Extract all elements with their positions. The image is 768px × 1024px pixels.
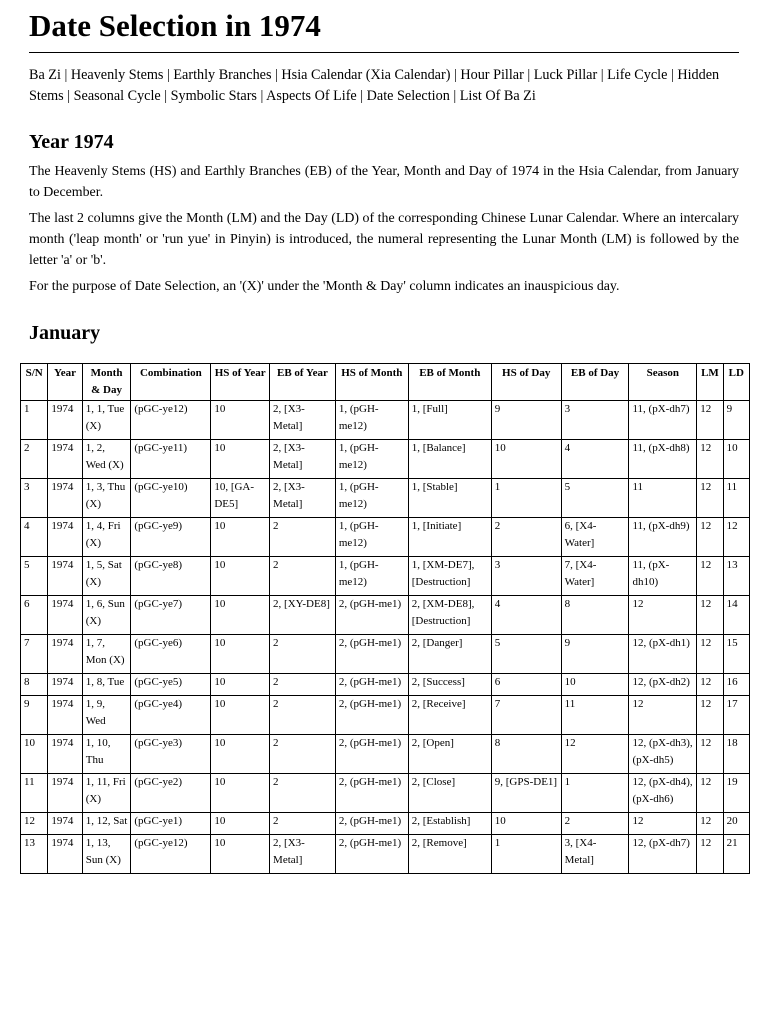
- table-cell: 11, (pX-dh8): [629, 440, 697, 479]
- table-cell: 12, (pX-dh3), (pX-dh5): [629, 735, 697, 774]
- nav-separator: |: [160, 88, 171, 104]
- table-body: [21, 401, 750, 874]
- table-cell: 2: [270, 635, 336, 674]
- table-cell: 12: [697, 674, 723, 696]
- table-header-row: [21, 364, 750, 401]
- table-cell: 10, [GA-DE5]: [211, 479, 270, 518]
- table-cell: 1, 12, Sat: [82, 813, 131, 835]
- nav-separator: |: [450, 67, 461, 83]
- table-row: [21, 401, 750, 440]
- column-header: S/N: [21, 364, 48, 401]
- table-cell: 12, (pX-dh2): [629, 674, 697, 696]
- table-cell: 10: [211, 596, 270, 635]
- table-cell: 2, [XM-DE8], [Destruction]: [408, 596, 491, 635]
- table-cell: (pGC-ye9): [131, 518, 211, 557]
- table-cell: 7: [21, 635, 48, 674]
- table-cell: 1, (pGH-me12): [335, 557, 408, 596]
- table-cell: 2, (pGH-me1): [335, 596, 408, 635]
- column-header: HS of Year: [211, 364, 270, 401]
- table-cell: 1974: [48, 596, 82, 635]
- table-cell: 16: [723, 674, 749, 696]
- table-cell: 6: [21, 596, 48, 635]
- table-cell: (pGC-ye2): [131, 774, 211, 813]
- table-cell: 3: [491, 557, 561, 596]
- table-cell: 10: [211, 735, 270, 774]
- table-cell: 1974: [48, 518, 82, 557]
- nav-separator: |: [256, 88, 267, 104]
- table-cell: 2, (pGH-me1): [335, 735, 408, 774]
- table-row: [21, 696, 750, 735]
- table-cell: 1, [Full]: [408, 401, 491, 440]
- table-cell: 3, [X4-Metal]: [561, 835, 629, 874]
- table-cell: 12: [629, 596, 697, 635]
- column-header: Month & Day: [82, 364, 131, 401]
- column-header: Season: [629, 364, 697, 401]
- nav-separator: |: [63, 88, 74, 104]
- table-cell: 11: [723, 479, 749, 518]
- nav-link-life-cycle[interactable]: Life Cycle: [607, 67, 668, 83]
- table-cell: 12: [697, 635, 723, 674]
- intro-paragraph-3: For the purpose of Date Selection, an '(X)' under the 'Month & Day' column indicates an inauspicious day.: [29, 279, 620, 294]
- table-cell: 7: [491, 696, 561, 735]
- column-header: Year: [48, 364, 82, 401]
- nav-link-hour-pillar[interactable]: Hour Pillar: [460, 67, 524, 83]
- table-cell: 1, 5, Sat (X): [82, 557, 131, 596]
- table-cell: 2, [Open]: [408, 735, 491, 774]
- table-cell: 1, 11, Fri (X): [82, 774, 131, 813]
- nav-link-symbolic-stars[interactable]: Symbolic Stars: [170, 88, 257, 104]
- table-cell: 5: [561, 479, 629, 518]
- table-cell: 1, 8, Tue: [82, 674, 131, 696]
- table-cell: 1974: [48, 813, 82, 835]
- table-row: [21, 735, 750, 774]
- table-cell: 19: [723, 774, 749, 813]
- table-cell: 1, 1, Tue (X): [82, 401, 131, 440]
- table-cell: 12: [697, 401, 723, 440]
- table-cell: 1, 7, Mon (X): [82, 635, 131, 674]
- table-cell: 12: [723, 518, 749, 557]
- table-cell: 12: [697, 813, 723, 835]
- table-cell: 12, (pX-dh4), (pX-dh6): [629, 774, 697, 813]
- table-cell: 10: [211, 774, 270, 813]
- intro-paragraph-1: The Heavenly Stems (HS) and Earthly Branches (EB) of the Year, Month and Day of 1974 in the Hsia Calendar, from January to December.: [29, 164, 739, 200]
- table-cell: 12: [697, 518, 723, 557]
- table-row: [21, 479, 750, 518]
- nav-link-earthly-branches[interactable]: Earthly Branches: [173, 67, 272, 83]
- table-cell: (pGC-ye7): [131, 596, 211, 635]
- table-cell: 2: [270, 774, 336, 813]
- column-header: LM: [697, 364, 723, 401]
- table-cell: 12: [697, 774, 723, 813]
- table-cell: 2, (pGH-me1): [335, 835, 408, 874]
- table-cell: 1974: [48, 774, 82, 813]
- table-row: [21, 440, 750, 479]
- table-cell: 3: [561, 401, 629, 440]
- table-cell: 8: [491, 735, 561, 774]
- table-cell: 13: [21, 835, 48, 874]
- table-cell: 2, [Remove]: [408, 835, 491, 874]
- nav-separator: |: [271, 67, 282, 83]
- table-cell: 5: [21, 557, 48, 596]
- table-cell: 1, 4, Fri (X): [82, 518, 131, 557]
- table-cell: 1, (pGH-me12): [335, 401, 408, 440]
- nav-separator: |: [523, 67, 534, 83]
- table-cell: 2, [X3-Metal]: [270, 835, 336, 874]
- table-cell: 10: [491, 440, 561, 479]
- table-cell: 11: [561, 696, 629, 735]
- table-cell: 2, [X3-Metal]: [270, 440, 336, 479]
- table-cell: 12: [697, 735, 723, 774]
- table-cell: 2: [270, 696, 336, 735]
- table-cell: 1, 9, Wed: [82, 696, 131, 735]
- table-cell: 1974: [48, 479, 82, 518]
- table-cell: 1, 2, Wed (X): [82, 440, 131, 479]
- table-cell: 2, (pGH-me1): [335, 635, 408, 674]
- table-cell: (pGC-ye8): [131, 557, 211, 596]
- table-cell: 8: [561, 596, 629, 635]
- table-cell: 12: [697, 557, 723, 596]
- table-cell: 8: [21, 674, 48, 696]
- table-cell: 1974: [48, 440, 82, 479]
- table-cell: 21: [723, 835, 749, 874]
- column-header: EB of Year: [270, 364, 336, 401]
- table-cell: 12, (pX-dh1): [629, 635, 697, 674]
- table-cell: 2: [561, 813, 629, 835]
- table-row: [21, 596, 750, 635]
- table-cell: 9: [723, 401, 749, 440]
- table-cell: 1, 10, Thu: [82, 735, 131, 774]
- nav-separator: |: [667, 67, 678, 83]
- table-cell: 15: [723, 635, 749, 674]
- table-cell: 1, [Initiate]: [408, 518, 491, 557]
- nav-link-heavenly-stems[interactable]: Heavenly Stems: [70, 67, 164, 83]
- table-cell: 2, [X3-Metal]: [270, 479, 336, 518]
- table-cell: (pGC-ye5): [131, 674, 211, 696]
- table-cell: 6: [491, 674, 561, 696]
- nav-links: [29, 65, 739, 107]
- date-table: [20, 363, 750, 874]
- table-cell: (pGC-ye10): [131, 479, 211, 518]
- table-cell: 5: [491, 635, 561, 674]
- column-header: HS of Day: [491, 364, 561, 401]
- table-cell: 2: [270, 518, 336, 557]
- table-cell: 1, 6, Sun (X): [82, 596, 131, 635]
- table-cell: 2, (pGH-me1): [335, 774, 408, 813]
- table-row: [21, 774, 750, 813]
- table-row: [21, 813, 750, 835]
- table-cell: (pGC-ye4): [131, 696, 211, 735]
- table-cell: 2, (pGH-me1): [335, 674, 408, 696]
- table-cell: 4: [21, 518, 48, 557]
- table-cell: 10: [211, 635, 270, 674]
- table-cell: 12: [697, 596, 723, 635]
- table-cell: 9: [561, 635, 629, 674]
- table-cell: 12: [697, 440, 723, 479]
- nav-link-seasonal-cycle[interactable]: Seasonal Cycle: [73, 88, 161, 104]
- nav-separator: |: [356, 88, 367, 104]
- table-cell: 4: [491, 596, 561, 635]
- column-header: Combination: [131, 364, 211, 401]
- table-cell: 1, (pGH-me12): [335, 518, 408, 557]
- table-cell: 2, (pGH-me1): [335, 696, 408, 735]
- table-cell: 1: [561, 774, 629, 813]
- page-title: Date Selection in 1974: [29, 8, 739, 53]
- table-cell: 3: [21, 479, 48, 518]
- table-cell: (pGC-ye6): [131, 635, 211, 674]
- table-row: [21, 635, 750, 674]
- column-header: LD: [723, 364, 749, 401]
- table-cell: 1974: [48, 696, 82, 735]
- table-cell: 10: [723, 440, 749, 479]
- table-cell: 12: [21, 813, 48, 835]
- table-cell: 1974: [48, 557, 82, 596]
- table-cell: 2: [21, 440, 48, 479]
- intro-paragraph-2: The last 2 columns give the Month (LM) and the Day (LD) of the corresponding Chinese Lunar Calendar. Where an intercalary month ('leap month' or 'run yue' in Pinyin) is introduced, the numeral representing the Lunar Month (LM) is followed by the letter 'a' or 'b'.: [29, 211, 739, 268]
- table-cell: 2, [Establish]: [408, 813, 491, 835]
- table-row: [21, 518, 750, 557]
- table-cell: 11: [629, 479, 697, 518]
- table-cell: 1974: [48, 674, 82, 696]
- table-cell: 13: [723, 557, 749, 596]
- table-cell: 17: [723, 696, 749, 735]
- table-cell: 2, [XY-DE8]: [270, 596, 336, 635]
- table-cell: 10: [211, 401, 270, 440]
- table-cell: 18: [723, 735, 749, 774]
- table-cell: 1974: [48, 835, 82, 874]
- table-cell: (pGC-ye3): [131, 735, 211, 774]
- table-cell: 11, (pX-dh10): [629, 557, 697, 596]
- table-row: [21, 835, 750, 874]
- table-cell: 4: [561, 440, 629, 479]
- section-title: Year 1974: [29, 131, 114, 153]
- table-cell: 1: [21, 401, 48, 440]
- nav-link-list-of-ba-zi[interactable]: List Of Ba Zi: [459, 88, 536, 104]
- table-cell: 9, [GPS-DE1]: [491, 774, 561, 813]
- nav-link-ba-zi[interactable]: Ba Zi: [29, 67, 61, 83]
- column-header: HS of Month: [335, 364, 408, 401]
- table-cell: 11, (pX-dh7): [629, 401, 697, 440]
- month-title: January: [29, 322, 101, 344]
- table-cell: 10: [211, 813, 270, 835]
- table-cell: 12: [697, 696, 723, 735]
- table-cell: 10: [211, 518, 270, 557]
- table-cell: 2: [491, 518, 561, 557]
- table-cell: 2, [X3-Metal]: [270, 401, 336, 440]
- table-row: [21, 674, 750, 696]
- table-cell: 12, (pX-dh7): [629, 835, 697, 874]
- table-cell: 1, [XM-DE7], [Destruction]: [408, 557, 491, 596]
- table-cell: 1974: [48, 635, 82, 674]
- table-cell: 10: [561, 674, 629, 696]
- table-cell: 9: [21, 696, 48, 735]
- table-cell: 14: [723, 596, 749, 635]
- table-cell: 6, [X4-Water]: [561, 518, 629, 557]
- table-cell: 2, [Success]: [408, 674, 491, 696]
- nav-link-hsia-calendar-xia-calendar[interactable]: Hsia Calendar (Xia Calendar): [281, 67, 451, 83]
- table-cell: 1, 3, Thu (X): [82, 479, 131, 518]
- table-row: [21, 557, 750, 596]
- table-cell: 2, [Danger]: [408, 635, 491, 674]
- table-cell: 2, [Receive]: [408, 696, 491, 735]
- table-cell: 1, [Stable]: [408, 479, 491, 518]
- table-cell: 2: [270, 557, 336, 596]
- table-cell: 9: [491, 401, 561, 440]
- table-cell: 10: [211, 557, 270, 596]
- nav-separator: |: [597, 67, 608, 83]
- table-cell: 10: [211, 674, 270, 696]
- table-cell: 2: [270, 813, 336, 835]
- table-cell: 12: [697, 835, 723, 874]
- table-cell: (pGC-ye12): [131, 401, 211, 440]
- table-cell: 20: [723, 813, 749, 835]
- nav-separator: |: [60, 67, 71, 83]
- table-cell: 1: [491, 479, 561, 518]
- nav-link-date-selection[interactable]: Date Selection: [366, 88, 450, 104]
- table-cell: 7, [X4-Water]: [561, 557, 629, 596]
- table-cell: 1, (pGH-me12): [335, 440, 408, 479]
- table-cell: 11: [21, 774, 48, 813]
- table-cell: 12: [561, 735, 629, 774]
- nav-link-aspects-of-life[interactable]: Aspects Of Life: [266, 88, 357, 104]
- column-header: EB of Day: [561, 364, 629, 401]
- table-cell: 1, (pGH-me12): [335, 479, 408, 518]
- nav-separator: |: [163, 67, 174, 83]
- table-cell: 12: [629, 813, 697, 835]
- table-cell: 2, (pGH-me1): [335, 813, 408, 835]
- nav-link-hidden-stems[interactable]: Hidden Stems: [29, 67, 720, 104]
- table-cell: 12: [697, 479, 723, 518]
- nav-separator: |: [449, 88, 460, 104]
- table-cell: 1974: [48, 735, 82, 774]
- table-cell: 11, (pX-dh9): [629, 518, 697, 557]
- table-cell: (pGC-ye11): [131, 440, 211, 479]
- table-cell: 1, 13, Sun (X): [82, 835, 131, 874]
- table-cell: 10: [211, 835, 270, 874]
- table-cell: (pGC-ye1): [131, 813, 211, 835]
- table-cell: 10: [21, 735, 48, 774]
- table-cell: 2, [Close]: [408, 774, 491, 813]
- table-cell: 10: [491, 813, 561, 835]
- column-header: EB of Month: [408, 364, 491, 401]
- nav-link-luck-pillar[interactable]: Luck Pillar: [533, 67, 598, 83]
- table-cell: 10: [211, 440, 270, 479]
- table-cell: (pGC-ye12): [131, 835, 211, 874]
- table-cell: 1, [Balance]: [408, 440, 491, 479]
- table-cell: 2: [270, 674, 336, 696]
- table-cell: 1: [491, 835, 561, 874]
- table-cell: 12: [629, 696, 697, 735]
- table-cell: 1974: [48, 401, 82, 440]
- table-cell: 2: [270, 735, 336, 774]
- table-cell: 10: [211, 696, 270, 735]
